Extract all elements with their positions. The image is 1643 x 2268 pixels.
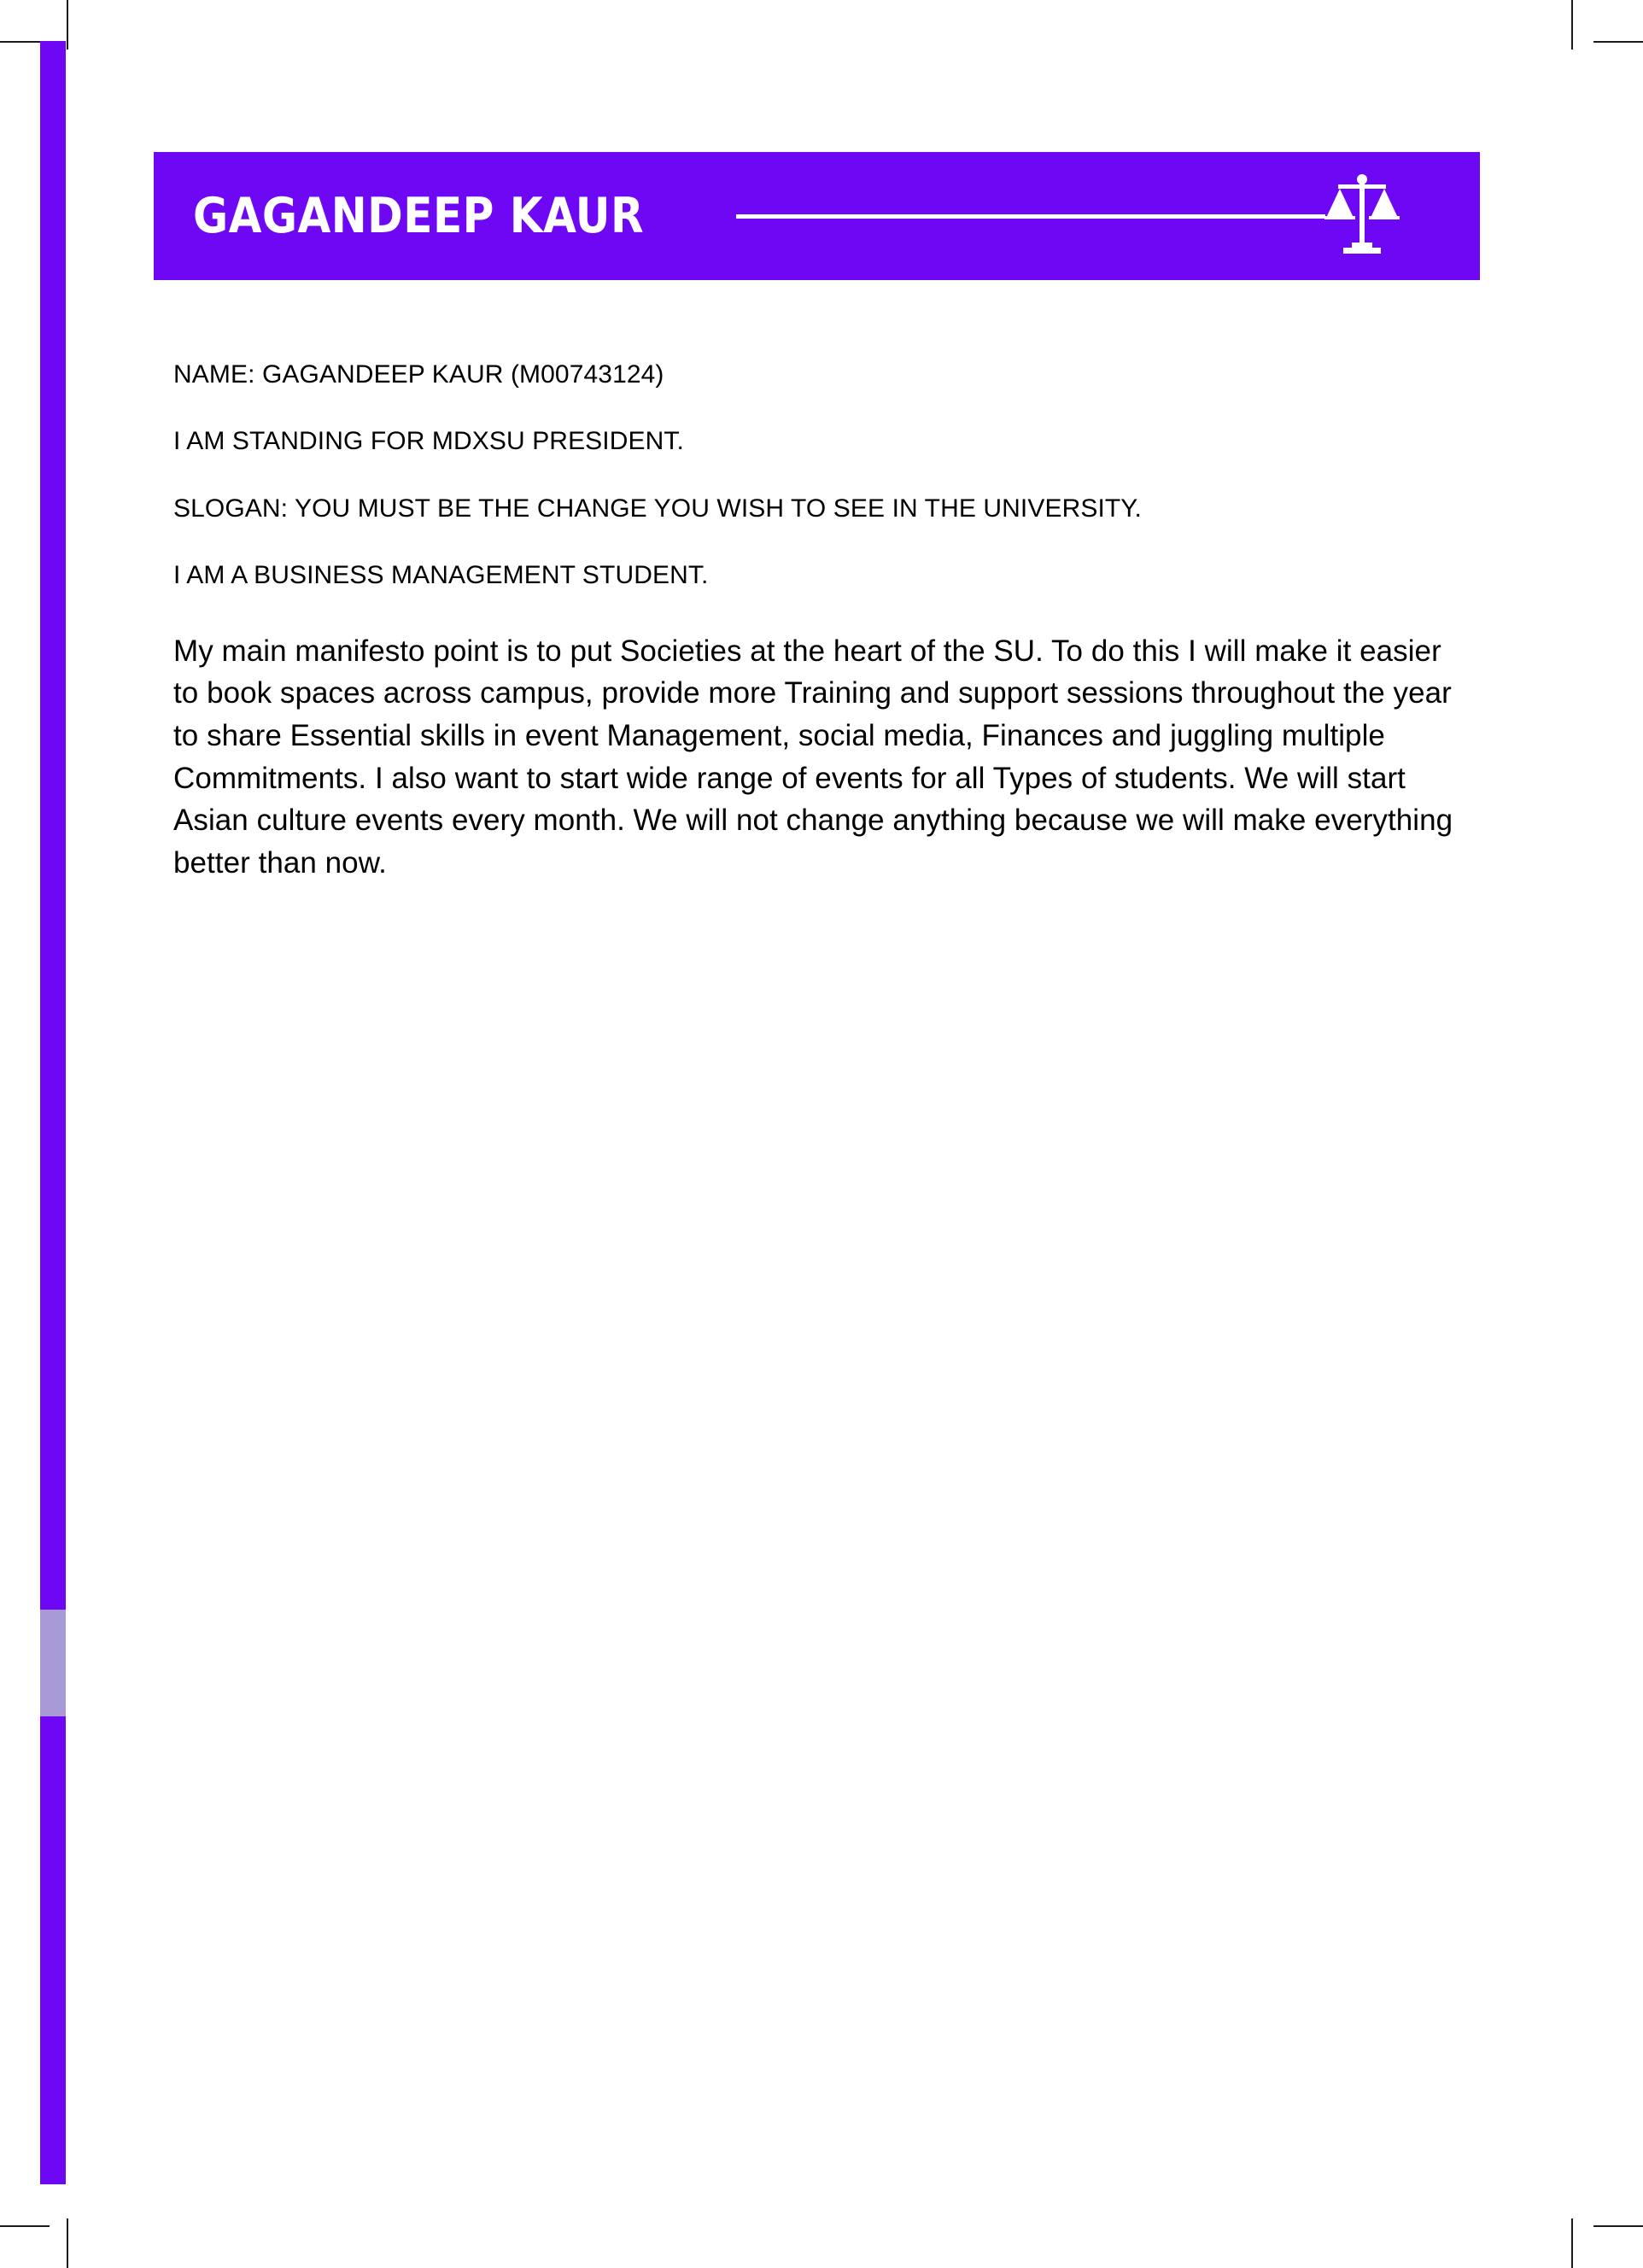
detail-line-name: NAME: GAGANDEEP KAUR (M00743124) xyxy=(173,360,664,389)
candidate-header-band xyxy=(154,152,1480,280)
crop-mark-bottom-left-horizontal xyxy=(0,2225,50,2227)
detail-line-slogan: SLOGAN: YOU MUST BE THE CHANGE YOU WISH TO SEE IN THE UNIVERSITY. xyxy=(173,494,1142,523)
crop-mark-top-right-vertical xyxy=(1571,0,1573,50)
detail-line-course: I AM A BUSINESS MANAGEMENT STUDENT. xyxy=(173,561,709,590)
crop-mark-top-left-vertical xyxy=(67,0,68,50)
scales-of-justice-icon xyxy=(1321,169,1403,263)
crop-mark-bottom-right-horizontal xyxy=(1593,2225,1643,2227)
crop-mark-top-right-horizontal xyxy=(1593,41,1643,43)
manifesto-content xyxy=(173,359,1471,885)
left-accent-bar xyxy=(40,41,66,2184)
crop-mark-bottom-left-vertical xyxy=(67,2218,68,2268)
manifesto-body-text: My main manifesto point is to put Societies at the heart of the SU. To do this I will make it easier to book spaces across campus, provide more Training and support sessions throughout the year to share Essential skills in event Management, social media, Finances and juggling multiple Commitments. I also want to start wide range of events for all Types of students. We will start Asian culture events every month. We will not change anything because we will make everything better than now. xyxy=(173,634,1453,880)
detail-line-position: I AM STANDING FOR MDXSU PRESIDENT. xyxy=(173,427,684,456)
candidate-name-title: GAGANDEEP KAUR xyxy=(193,187,645,244)
crop-mark-bottom-right-vertical xyxy=(1571,2218,1573,2268)
header-divider-rule xyxy=(736,214,1325,219)
left-accent-bar-faded-segment xyxy=(40,1610,66,1716)
